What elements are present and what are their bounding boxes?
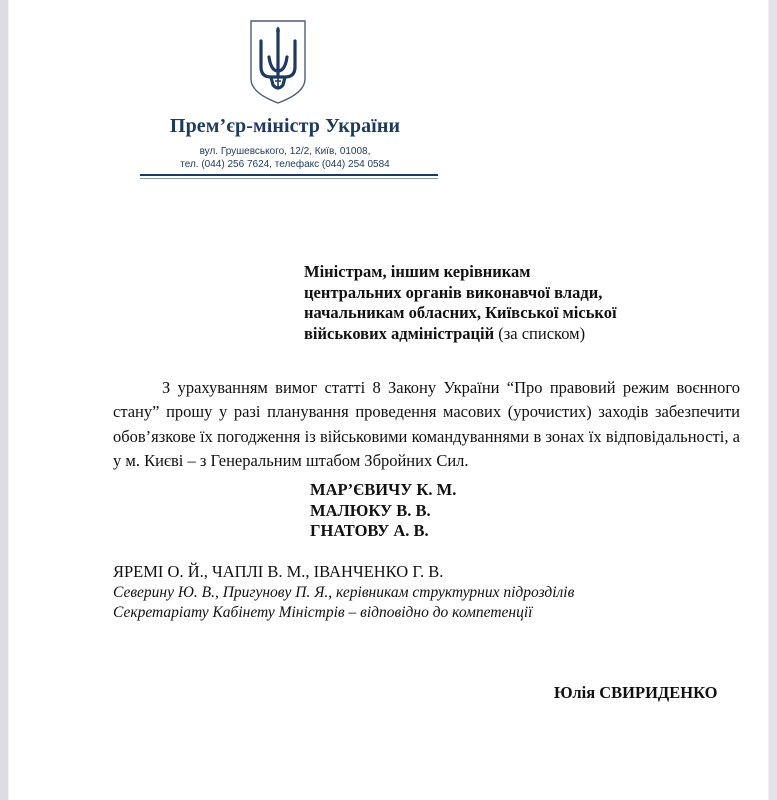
addressee-block [304, 262, 744, 344]
body-paragraph: З урахуванням вимог статті 8 Закону України “Про правовий режим воєнного стану” прошу у разі планування проведення масових (урочистих) заходів забезпечити обов’язкове їх погодження із військовими командуваннями в зонах їх відповідальності, а у м. Києві – з Генеральним штабом Збройних Сил. [113, 378, 740, 470]
recipients-list [310, 480, 570, 542]
letterhead-divider-thin [140, 178, 438, 179]
copies-line: ЯРЕМІ О. Й., ЧАПЛІ В. М., ІВАНЧЕНКО Г. В. [113, 562, 444, 581]
recipient: МАР’ЄВИЧУ К. М. [310, 480, 457, 499]
addressee-bold: військових адміністрацій [304, 323, 495, 343]
copies-block [113, 562, 713, 624]
letterhead-title: Прем’єр-міністр України [169, 115, 401, 137]
letterhead-divider [140, 174, 438, 176]
addressee-note: (за списком) [494, 323, 586, 343]
signature-name: Юлія СВИРИДЕНКО [554, 683, 718, 702]
addressee-line: центральних органів виконавчої влади, [304, 282, 603, 302]
copies-line: Северину Ю. В., Пригунову П. Я., керівникам структурних підрозділів [113, 583, 575, 601]
document-page [8, 0, 769, 800]
ukraine-trident-icon [249, 19, 307, 105]
letterhead-address: вул. Грушевського, 12/2, Київ, 01008, [199, 146, 371, 157]
letterhead-phone: тел. (044) 256 7624, телефакс (044) 254 0584 [180, 159, 390, 170]
recipient: ГНАТОВУ А. В. [310, 521, 429, 540]
copies-line: Секретаріату Кабінету Міністрів – відповідно до компетенції [113, 604, 533, 621]
page-edge [769, 0, 777, 800]
addressee-line: Міністрам, іншим керівникам [304, 262, 531, 281]
addressee-line [304, 324, 744, 345]
recipient: МАЛЮКУ В. В. [310, 500, 431, 520]
addressee-line: начальникам обласних, Київської міської [304, 303, 617, 322]
